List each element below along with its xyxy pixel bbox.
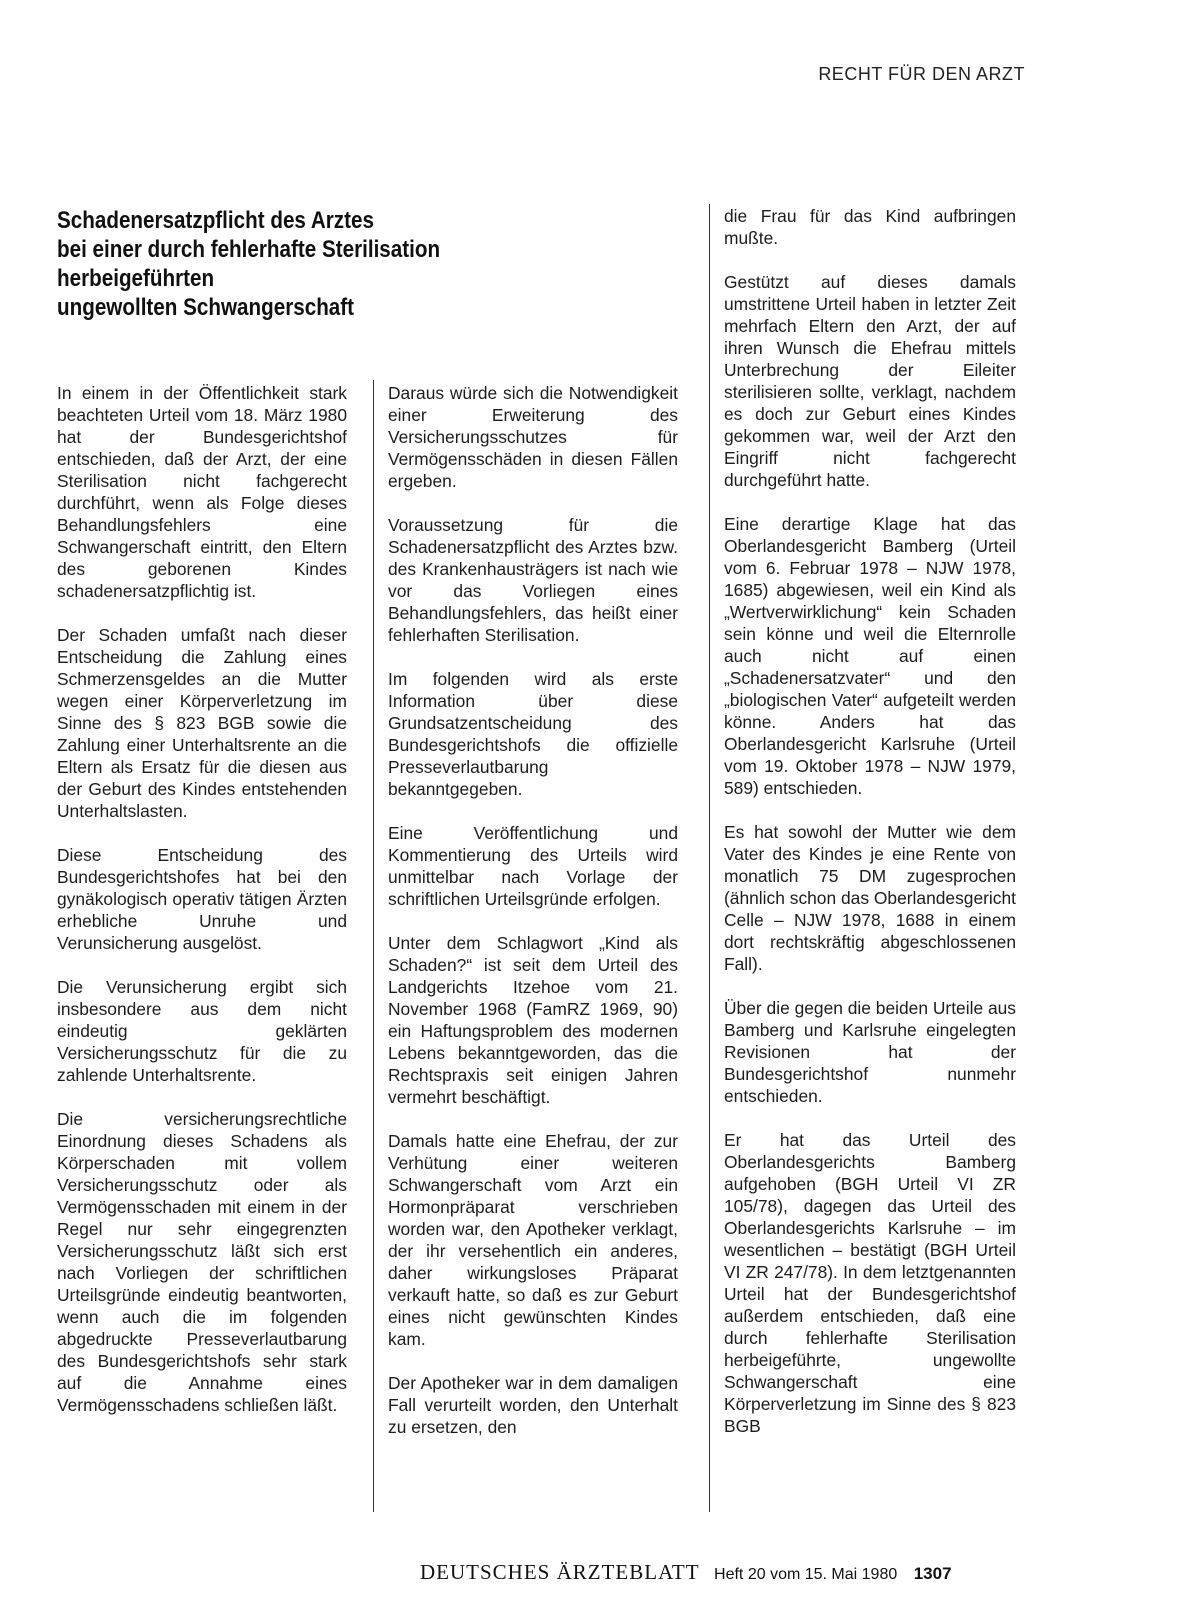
paragraph: Die Verunsicherung ergibt sich insbesondere aus dem nicht eindeutig geklärten Versicherungsschutz für die zu zahlende Unterhaltsrente. (57, 977, 347, 1085)
paragraph: die Frau für das Kind aufbringen mußte. (724, 206, 1016, 248)
magazine-name: DEUTSCHES ÄRZTEBLATT (420, 1560, 700, 1584)
paragraph: Damals hatte eine Ehefrau, der zur Verhütung einer weiteren Schwangerschaft vom Arzt ein Hormonpräparat verschrieben worden war, den Apotheker verklagt, der ihr versehentlich ein anderes, daher wirkungsloses Präparat verkauft hatte, so daß es zur Geburt eines nicht gewünschten Kindes kam. (388, 1131, 678, 1349)
title-line: herbeigeführten (57, 265, 215, 292)
paragraph: Eine Veröffentlichung und Kommentierung des Urteils wird unmittelbar nach Vorlage der schriftlichen Urteilsgründe erfolgen. (388, 823, 678, 909)
paragraph: Es hat sowohl der Mutter wie dem Vater des Kindes je eine Rente von monatlich 75 DM zugesprochen (ähnlich schon das Oberlandesgericht Celle – NJW 1978, 1688 in einem dort rechtskräftig abgeschlossenen Fall). (724, 822, 1016, 974)
paragraph: Diese Entscheidung des Bundesgerichtshofes hat bei den gynäkologisch operativ tätigen Ärzten erhebliche Unruhe und Verunsicherung ausgelöst. (57, 845, 347, 953)
paragraph: Voraussetzung für die Schadenersatzpflicht des Arztes bzw. des Krankenhausträgers ist nach wie vor das Vorliegen eines Behandlungsfehlers, das heißt einer fehlerhaften Sterilisation. (388, 515, 678, 645)
paragraph: Der Apotheker war in dem damaligen Fall verurteilt worden, den Unterhalt zu ersetzen, den (388, 1373, 678, 1437)
paragraph: Der Schaden umfaßt nach dieser Entscheidung die Zahlung eines Schmerzensgeldes an die Mutter wegen einer Körperverletzung im Sinne des § 823 BGB sowie die Zahlung einer Unterhaltsrente an die Eltern als Ersatz für die diesen aus der Geburt des Kindes entstehenden Unterhaltslasten. (57, 625, 347, 821)
column-divider (709, 204, 710, 1512)
paragraph: Über die gegen die beiden Urteile aus Bamberg und Karlsruhe eingelegten Revisionen hat der Bundesgerichtshof nunmehr entschieden. (724, 998, 1016, 1106)
title-line: Schadenersatzpflicht des Arztes (57, 207, 374, 234)
text-column-2 (388, 382, 678, 1460)
paragraph: Gestützt auf dieses damals umstrittene Urteil haben in letzter Zeit mehrfach Eltern den Arzt, der auf ihren Wunsch die Ehefrau mittels Unterbrechung der Eileiter sterilisieren sollte, verklagt, nachdem es doch zur Geburt eines Kindes gekommen war, weil der Arzt den Eingriff nicht fachgerecht durchgeführt hatte. (724, 272, 1016, 490)
title-line: ungewollten Schwangerschaft (57, 294, 355, 321)
text-column-1 (57, 382, 347, 1438)
paragraph: Unter dem Schlagwort „Kind als Schaden?“ ist seit dem Urteil des Landgerichts Itzehoe vom 21. November 1968 (FamRZ 1969, 90) ein Haftungsproblem des modernen Lebens bekanntgeworden, das die Rechtspraxis seit einigen Jahren vermehrt beschäftigt. (388, 933, 678, 1107)
paragraph: Er hat das Urteil des Oberlandesgerichts Bamberg aufgehoben (BGH Urteil VI ZR 105/78), dagegen das Urteil des Oberlandesgerichts Karlsruhe – im wesentlichen – bestätigt (BGH Urteil VI ZR 247/78). In dem letztgenannten Urteil hat der Bundesgerichtshof außerdem entschieden, daß eine durch fehlerhafte Sterilisation herbeigeführte, ungewollte Schwangerschaft eine Körperverletzung im Sinne des § 823 BGB (724, 1130, 1016, 1436)
paragraph: Im folgenden wird als erste Information über diese Grundsatzentscheidung des Bundesgerichtshofs die offizielle Presseverlautbarung bekanntgegeben. (388, 669, 678, 799)
section-label: RECHT FÜR DEN ARZT (818, 64, 1025, 84)
text-column-3 (724, 205, 1016, 1459)
article-title (57, 206, 573, 322)
title-line: bei einer durch fehlerhafte Sterilisation (57, 236, 441, 263)
paragraph: In einem in der Öffentlichkeit stark beachteten Urteil vom 18. März 1980 hat der Bundesgerichtshof entschieden, daß der Arzt, der eine Sterilisation nicht fachgerecht durchführt, wenn als Folge dieses Behandlungsfehlers eine Schwangerschaft eintritt, den Eltern des geborenen Kindes schadenersatzpflichtig ist. (57, 383, 347, 601)
paragraph: Eine derartige Klage hat das Oberlandesgericht Bamberg (Urteil vom 6. Februar 1978 – NJW 1978, 1685) abgewiesen, weil ein Kind als „Wertverwirklichung“ kein Schaden sein könne und weil die Elternrolle auch nicht auf einen „Schadenersatzvater“ und den „biologischen Vater“ aufgeteilt werden könne. Anders hat das Oberlandesgericht Karlsruhe (Urteil vom 19. Oktober 1978 – NJW 1979, 589) entschieden. (724, 514, 1016, 798)
issue-info: Heft 20 vom 15. Mai 1980 (714, 1566, 898, 1583)
page-number: 1307 (913, 1564, 952, 1583)
paragraph: Daraus würde sich die Notwendigkeit einer Erweiterung des Versicherungsschutzes für Vermögensschäden in diesen Fällen ergeben. (388, 383, 678, 491)
column-divider (373, 380, 374, 1512)
page-footer (420, 1560, 1042, 1585)
paragraph: Die versicherungsrechtliche Einordnung dieses Schadens als Körperschaden mit vollem Versicherungsschutz oder als Vermögensschaden mit einem in der Regel nur sehr eingegrenzten Versicherungsschutz läßt sich erst nach Vorliegen der schriftlichen Urteilsgründe eindeutig beantworten, wenn auch die im folgenden abgedruckte Presseverlautbarung des Bundesgerichtshofs sehr stark auf die Annahme eines Vermögensschadens schließen läßt. (57, 1109, 347, 1415)
